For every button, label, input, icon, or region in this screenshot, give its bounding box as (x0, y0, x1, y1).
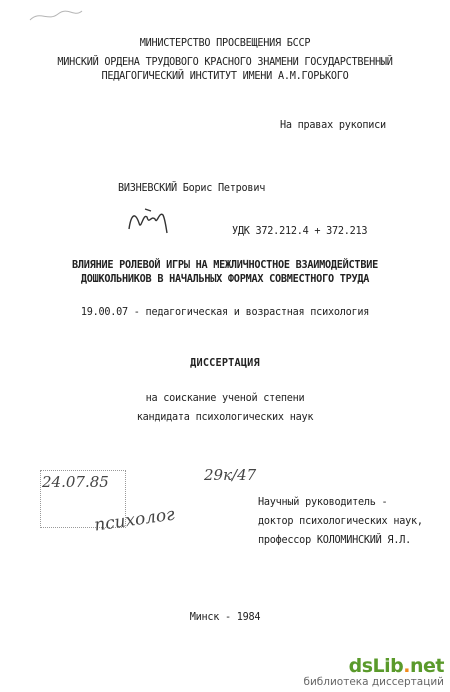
author-name: ВИЗНЕВСКИЙ Борис Петрович (118, 183, 266, 194)
handwritten-code: 29к/47 (204, 466, 257, 484)
udc-code: УДК 372.212.4 + 372.213 (232, 226, 368, 237)
footer-city-year: Минск - 1984 (189, 612, 261, 623)
dslib-watermark (303, 656, 444, 688)
handwritten-notes (38, 460, 268, 540)
degree-line-1: на соискание ученой степени (145, 393, 305, 404)
dslib-subtitle: библиотека диссертаций (303, 676, 444, 688)
title-line-1: ВЛИЯНИЕ РОЛЕВОЙ ИГРЫ НА МЕЖЛИЧНОСТНОЕ ВЗАИМОДЕЙСТВИЕ (72, 260, 378, 271)
title-line-2: ДОШКОЛЬНИКОВ В НАЧАЛЬНЫХ ФОРМАХ СОВМЕСТНОГО ТРУДА (80, 274, 370, 285)
degree-line-2: кандидата психологических наук (136, 412, 314, 423)
institute-line-2: ПЕДАГОГИЧЕСКИЙ ИНСТИТУТ ИМЕНИ А.М.ГОРЬКОГО (101, 71, 349, 82)
specialty-line: 19.00.07 - педагогическая и возрастная психология (80, 307, 370, 318)
rights-notice: На правах рукописи (280, 120, 386, 131)
corner-pencil-mark (26, 6, 86, 26)
handwritten-dept: психолог (93, 504, 176, 536)
ministry-line: МИНИСТЕРСТВО ПРОСВЕЩЕНИЯ БССР (139, 38, 311, 49)
author-signature (125, 205, 175, 237)
supervisor-line-3: профессор КОЛОМИНСКИЙ Я.Л. (258, 535, 411, 546)
document-type: ДИССЕРТАЦИЯ (190, 358, 260, 369)
supervisor-line-2: доктор психологических наук, (258, 516, 423, 527)
handwritten-date: 24.07.85 (42, 473, 109, 491)
dslib-logo: dsLib.net (348, 655, 444, 677)
supervisor-line-1: Научный руководитель - (258, 497, 388, 508)
institute-line-1: МИНСКИЙ ОРДЕНА ТРУДОВОГО КРАСНОГО ЗНАМЕНИ ГОСУДАРСТВЕННЫЙ (57, 57, 393, 68)
